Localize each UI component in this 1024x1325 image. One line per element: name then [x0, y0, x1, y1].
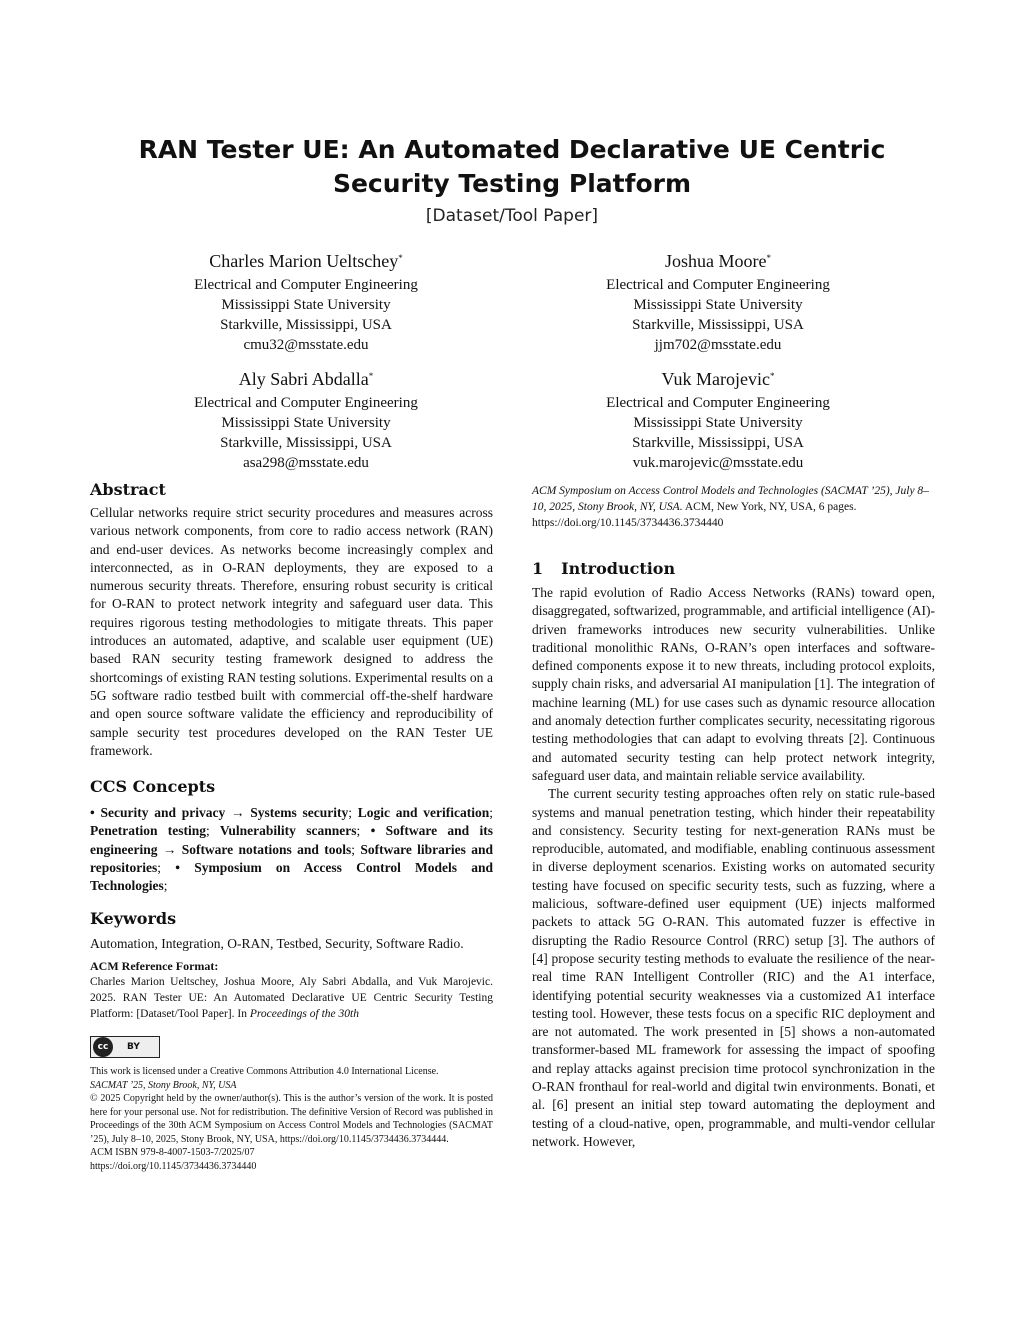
- abstract-heading: Abstract: [90, 480, 166, 499]
- ccs-sep: ;: [356, 823, 361, 839]
- author-dept: Electrical and Computer Engineering: [194, 395, 418, 411]
- ccs-term: Software notations and tools: [181, 841, 352, 857]
- abstract-text: Cellular networks require strict security procedures and measures across various network components, from core to radio access network (RAN) and end-user devices. As networks become increasingly complex and interconnected, as in O-RAN deployments, they are exposed to a numerous security threats. Therefore, ensuring robust security is critical for O-RAN to protect network integrity and safeguard user data. This requires rigorous testing methodologies to mitigate threats. This paper introduces an automated, adaptive, and scalable user equipment (UE) based RAN security testing framework designed to address the shortcomings of existing RAN testing solutions. Experimental results on a 5G software radio testbed built with commercial off-the-shelf hardware and open source software validate the efficiency and reproducibility of sample security test procedures developed on the RAN Tester UE framework.: [90, 505, 493, 758]
- acm-ref-body: Charles Marion Ueltschey, Joshua Moore, Aly Sabri Abdalla, and Vuk Marojevic. 2025. RAN Tester UE: An Automated Declarative UE Centric Security Testing Platform: [Dataset/Tool Paper]. In: [90, 976, 493, 1020]
- ccs-term: Software libraries and repositories: [90, 841, 493, 875]
- keywords-section: [90, 908, 493, 953]
- by-icon: BY: [127, 1042, 140, 1052]
- ccs-sep: ;: [206, 823, 210, 839]
- venue-text: [532, 483, 935, 531]
- author-mark: *: [368, 371, 374, 381]
- author-mark: *: [398, 253, 403, 263]
- author-mark: *: [769, 371, 775, 381]
- venue-info: [532, 483, 935, 531]
- author-block: [548, 246, 888, 355]
- acm-ref-italic: Proceedings of the 30th: [249, 1008, 359, 1020]
- cc-by-badge: [90, 1036, 160, 1058]
- author-name: Joshua Moore: [665, 251, 767, 271]
- author-name: Aly Sabri Abdalla: [238, 369, 369, 389]
- license-block: [90, 1036, 493, 1173]
- author-email: cmu32@msstate.edu: [243, 337, 369, 353]
- paper-subtitle: [Dataset/Tool Paper]: [425, 206, 599, 226]
- ccs-term: Symposium on Access Control Models and Technologies: [90, 859, 494, 894]
- keywords-text: Automation, Integration, O-RAN, Testbed, Security, Software Radio.: [90, 936, 464, 951]
- acm-ref-heading: ACM Reference Format:: [90, 959, 219, 973]
- author-univ: Mississippi State University: [633, 415, 803, 431]
- ccs-term: Systems security: [250, 805, 349, 820]
- intro-paragraph-2: The current security testing approaches often rely on static rule-based systems and manual penetration testing, which hinder their repeatability and consistency. Security testing for next-generation RANs must be reproducible, automated, and modifiable, enabling continuous assessment in diverse deployment scenarios. Existing works on automated security testing have focused on specific security tests, such as fuzzing, where a malicious, software-defined user equipment (UE) injects malformed packets to attack 5G O-RAN. This automated fuzzer is effective in disrupting the Radio Resource Control (RRC) setup [3]. The authors of [4] propose security testing methods to evaluate the resilience of the near-real time RAN Intelligent Controller (RIC) and the A1 interface, identifying potential security weaknesses via a customized A1 interface testing tool. However, these tests focus on a specific RIC deployment and are not automated. The work presented in [5] shows a non-automated transformer-based ML framework for assessing the impact of spoofing and replay attacks against precision time protocol synchronization in the O-RAN fronthaul for real-world and digital twin environments. Bonati, et al. [6] present an initial step toward automating the deployment and testing of a cloud-native, open, programmable, and multi-vendor cellular network. However,: [532, 786, 935, 1149]
- author-univ: Mississippi State University: [221, 415, 391, 431]
- author-dept: Electrical and Computer Engineering: [194, 277, 418, 293]
- author-block: [136, 246, 476, 355]
- ccs-sep: ;: [351, 841, 355, 857]
- ccs-sep: ;: [157, 859, 162, 875]
- intro-paragraph-1: The rapid evolution of Radio Access Networks (RANs) toward open, disaggregated, softwarized, programmable, and artificial intelligence (AI)-driven frameworks introduces new security vulnerabilities. Unlike traditional monolithic RANs, O-RAN’s open interfaces and software-defined components expose it to new threats, including protocol exploits, supply chain risks, and adversarial AI manipulation [1]. The integration of machine learning (ML) for use cases such as dynamic resource allocation and anomaly detection further complicates security, necessitating rigorous testing methodologies that can adapt to evolving threats [2]. Continuous and automated security testing can help protect network integrity, safeguard user data, and maintain reliable service availability.: [532, 585, 935, 783]
- author-location: Starkville, Mississippi, USA: [632, 317, 804, 333]
- doi: https://doi.org/10.1145/3734436.3734440: [90, 1160, 257, 1172]
- ccs-heading: CCS Concepts: [90, 777, 216, 796]
- license-venue: SACMAT ’25, Stony Brook, NY, USA: [90, 1079, 237, 1091]
- venue-italic: ACM Symposium on Access Control Models and Technologies (SACMAT ’25), July 8–10, 2025, Stony Brook, NY, USA.: [532, 485, 929, 513]
- ccs-sep: ;: [348, 805, 352, 820]
- author-email: vuk.marojevic@msstate.edu: [632, 455, 804, 471]
- copyright-text: © 2025 Copyright held by the owner/author(s). This is the author’s version of the work. It is posted here for your personal use. Not for redistribution. The definitive Version of Record was published in Proceedings of the 30th ACM Symposium on Access Control Models and Technologies (SACMAT ’25), July 8–10, 2025, Stony Brook, NY, USA, https://doi.org/10.1145/3734436.3734444.: [90, 1093, 493, 1145]
- ccs-section: [90, 776, 493, 895]
- keywords-heading: Keywords: [90, 909, 177, 928]
- author-location: Starkville, Mississippi, USA: [632, 435, 804, 451]
- author-location: Starkville, Mississippi, USA: [220, 435, 392, 451]
- venue-rest: ACM, New York, NY, USA, 6 pages. https://doi.org/10.1145/3734436.3734440: [532, 501, 857, 529]
- author-univ: Mississippi State University: [221, 297, 391, 313]
- ccs-sep: ;: [489, 805, 493, 820]
- author-dept: Electrical and Computer Engineering: [606, 395, 830, 411]
- author-email: asa298@msstate.edu: [243, 455, 369, 471]
- author-location: Starkville, Mississippi, USA: [220, 317, 392, 333]
- author-mark: *: [766, 253, 771, 263]
- ccs-term: Penetration testing: [90, 823, 207, 839]
- license-line: This work is licensed under a Creative Commons Attribution 4.0 International License.: [90, 1066, 439, 1077]
- author-univ: Mississippi State University: [633, 297, 803, 313]
- ccs-bullet: •: [90, 805, 95, 820]
- ccs-term: Vulnerability scanners: [219, 823, 357, 839]
- ccs-term: Logic and verification: [357, 805, 490, 820]
- ccs-concepts: [90, 804, 493, 895]
- ccs-bullet: •: [370, 823, 376, 839]
- author-block: [548, 364, 888, 473]
- cc-icon: cc: [93, 1037, 113, 1057]
- intro-number: 1: [532, 559, 544, 578]
- ccs-arrow: →: [230, 805, 245, 820]
- ccs-term: Security and privacy: [100, 805, 226, 820]
- abstract-section: [90, 479, 493, 760]
- intro-title: Introduction: [561, 559, 676, 578]
- author-dept: Electrical and Computer Engineering: [606, 277, 830, 293]
- author-email: jjm702@msstate.edu: [654, 337, 782, 353]
- author-name: Vuk Marojevic: [661, 369, 770, 389]
- ccs-arrow: →: [162, 841, 177, 857]
- intro-heading: [532, 558, 935, 580]
- acm-reference: [90, 958, 493, 1022]
- isbn: ACM ISBN 979-8-4007-1503-7/2025/07: [90, 1147, 255, 1158]
- ccs-bullet: •: [175, 859, 180, 875]
- author-block: [136, 364, 476, 473]
- author-name: Charles Marion Ueltschey: [209, 251, 399, 271]
- acm-ref-text: [90, 974, 493, 1022]
- paper-title: RAN Tester UE: An Automated Declarative UE Centric Security Testing Platform: [138, 135, 886, 198]
- introduction-section: [532, 558, 935, 1151]
- ccs-term: Software and its engineering: [90, 823, 493, 857]
- ccs-sep: ;: [163, 878, 168, 894]
